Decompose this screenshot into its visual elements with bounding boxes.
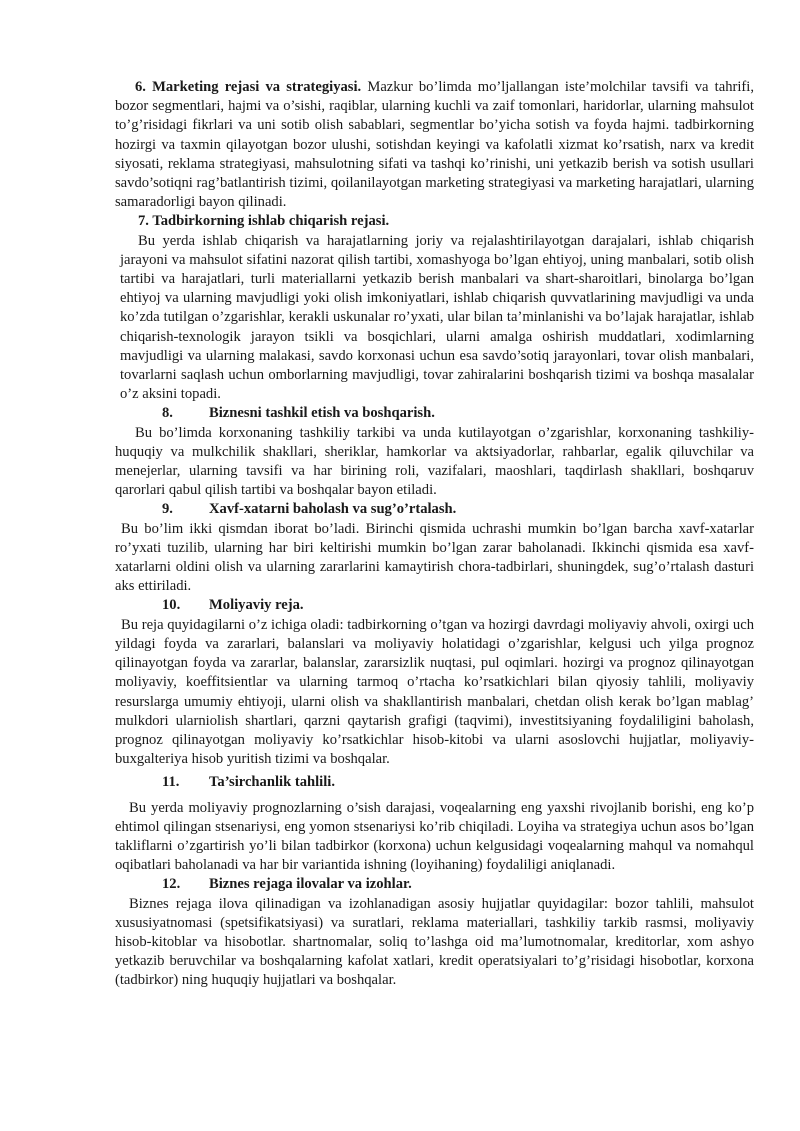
section-11-heading [115, 773, 754, 792]
section-7-heading: 7. Tadbirkorning ishlab chiqarish rejasi. [138, 213, 390, 230]
section-9-title: Xavf-xatarni baholash va sug’o’rtalash. [209, 501, 457, 518]
section-12-text: Biznes rejaga ilova qilinadigan va izohlanadigan asosiy hujjatlar quyidagilar: bozor tahlili, mahsulot xususiyatnomasi (spetsifikatsiyasi) va suratlari, reklama materiallari, tashkiliy tarkib rasmsi, moliyaviy hisob-kitoblar va hisobotlar. shartnomalar, soliq to’lashga oid ma’lumotnomalar, kreditorlar, xom ashyo yetkazib beruvchilar va boshqalarning kafolat xatlari, kredit operatsiyalari to’g’risidagi hisobotlar, korxona (tadbirkor) ning huquqiy hujjatlari va boshqalar. [115, 895, 754, 989]
section-11-text: Bu yerda moliyaviy prognozlarning o’sish darajasi, voqealarning eng yaxshi rivojlanib borishi, eng ko’p ehtimol qilingan stsenariysi, eng yomon stsenariysi ko’rib chiqiladi. Loyiha va strategiya uchun asos bo’lgan takliflarni o’zgartirish yo’li bilan tadbirkor (korxona) uchun kelgusidagi voqealarning mahqul va nomahqul oqibatlari baholanadi va har bir variantida ishning (loyihaning) foydaliligi aniqlanadi. [115, 799, 754, 874]
section-6-text: Mazkur bo’limda mo’ljallangan iste’molchilar tavsifi va tahrifi, bozor segmentlari, hajmi va o’sishi, raqiblar, ularning kuchli va zaif tomonlari, haridorlar, ularning mahsulot to’g’risidagi fikrlari va uni sotib olish sabablari, segmentlar bo’yicha sotish va foyda hajmi. tadbirkorning hozirgi va taxmin qilayotgan bozor ulushi, sotishdan keyingi va kafolatli xizmat ko’rsatish, narx va kredit siyosati, reklama strategiyasi, mahsulotning sifati va tashqi ko’rinishi, uni yetkazib berish va sotish usullari savdo’sotiqni rag’batlantirish tizimi, qoilanilayotgan marketing strategiyasi va marketing harajatlari, ularning samaradorligi bayon qilinadi. [115, 79, 754, 211]
section-7-text: Bu yerda ishlab chiqarish va harajatlarning joriy va rejalashtirilayotgan darajalari, ishlab chiqarish jarayoni va mahsulot sifatini nazorat qilish tartibi, xomashyoga bo’lgan ehtiyoj, uning manbalari, sotib olish tartibi va harajatlari, turli materiallarni yetkazib berish manbalari va shart-sharoitlari, binolarga bo’lgan ehtiyoj va ularning mavjudligi yoki olish imkoniyatlari, ishlab chiqarish quvvatlarining mavjudligi va unda ko’zda tutilgan o’zgarishlar, kerakli uskunalar ro’yxati, ular bilan ta’minlanishi va bo’lajak harajatlar, ishlab chiqarish-texnologik jarayon tsikli va bosqichlari, ularni amalga oshirish muddatlari, xodimlarning mavjudligi va ularning malakasi, savdo korxonasi uchun esa savdo’sotiq jarayonlari, tovar olish manbalari, tovarlarni saqlash uchun omborlarning mavjudligi, tovar zahiralarini boshqarish tizimi va boshqa masalalar o’z aksini topadi. [120, 232, 754, 403]
section-8-title: Biznesni tashkil etish va boshqarish. [209, 405, 435, 422]
section-9-text: Bu bo’lim ikki qismdan iborat bo’ladi. Birinchi qismida uchrashi mumkin bo’lgan barcha xavf-xatarlar ro’yxati tuzilib, ularning har biri keltirishi mumkin bo’lgan zarar baholanadi. Ikkinchi qismida esa xavf-xatarlarni oldini olish va ularning zararlarini kamaytirish chora-tadbirlari, shuningdek, sug’o’rtalash dasturi aks ettiriladi. [115, 520, 754, 595]
section-10-text: Bu reja quyidagilarni o’z ichiga oladi: tadbirkorning o’tgan va hozirgi davrdagi moliyaviy ahvoli, oxirgi uch yildagi foyda va zararlari, balanslari va moliyaviy holatidagi o’zgarishlar, kelgusi uch yilga prognoz qilinayotgan foyda va zararlar, balanslar, zararsizlik nuqtasi, pul oqimlari. hozirgi va prognoz qilinayotgan moliyaviy, koeffitsientlar va ularning tarmoq o’rtacha ko’rsatkichlari bilan qiyosiy tahlili, moliyaviy resurslarga umumiy ehtiyoji, ularni olish va shakllantirish manbalari, chetdan olish kerak bo’lgan mablag’ mulkdori ularniolish shartlari, qarzni qaytarish grafigi (taqvimi), investitsiyaning foydaliligini baholash, prognoz qilinayotgan moliyaviy ko’rsatkichlar hisob-kitobi va ularni asoslovchi hujjatlar, moliyaviy-buxgalteriya hisob yuritish tizimi va boshqalar. [115, 616, 754, 768]
section-10-number: 10. [162, 597, 181, 614]
section-10-heading [115, 596, 754, 615]
section-11-title: Ta’sirchanlik tahlili. [209, 774, 335, 791]
section-8-text: Bu bo’limda korxonaning tashkiliy tarkibi va unda kutilayotgan o’zgarishlar, korxonaning tashkiliy-huquqiy va mulkchilik shakllari, sheriklar, hamkorlar va aktsiyadorlar, rahbarlar, egalik qiluvchilar va menejerlar, ularning tavsifi va har birining roli, vazifalari, maoshlari, taqdirlash shakllari, boshqaruv qarorlari qabul qilish tartibi va boshqalar bayon etiladi. [115, 424, 754, 499]
section-8-number: 8. [162, 405, 173, 422]
section-6-paragraph [115, 78, 754, 212]
section-12-title: Biznes rejaga ilovalar va izohlar. [209, 876, 412, 893]
section-12-number: 12. [162, 876, 181, 893]
section-8-heading [115, 404, 754, 423]
section-6-heading: 6. Marketing rejasi va strategiyasi. [135, 79, 362, 95]
section-9-heading [115, 500, 754, 519]
section-12-heading [115, 875, 754, 894]
section-11-number: 11. [162, 774, 180, 791]
section-9-number: 9. [162, 501, 173, 518]
section-10-title: Moliyaviy reja. [209, 597, 304, 614]
